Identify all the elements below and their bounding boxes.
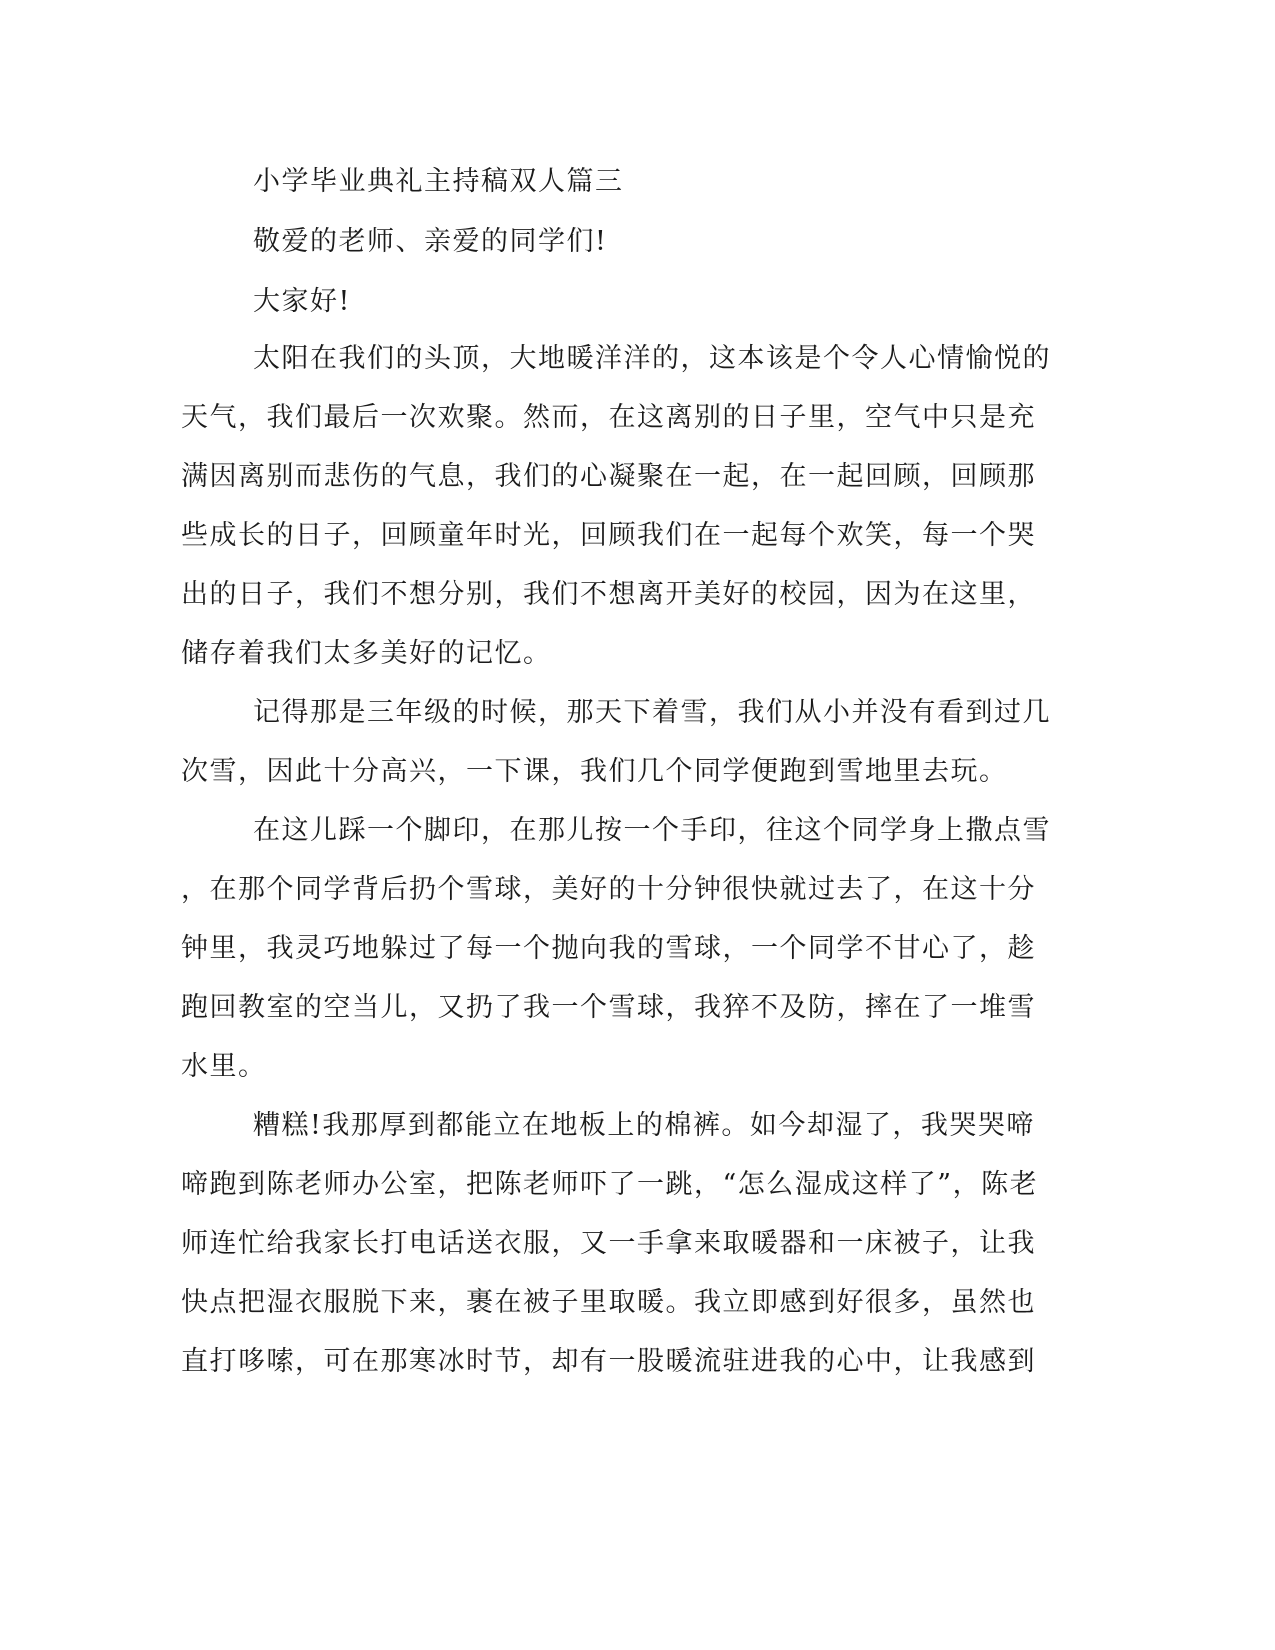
paragraph-4-line-1: 糟糕!我那厚到都能立在地板上的棉裤。如今却湿了，我哭哭啼 [253, 1110, 1035, 1141]
paragraph-1-line-4: 些成长的日子，回顾童年时光，回顾我们在一起每个欢笑，每一个哭 [181, 520, 1036, 551]
paragraph-4-line-5: 直打哆嗦，可在那寒冰时节，却有一股暖流驻进我的心中，让我感到 [181, 1346, 1036, 1377]
paragraph-3-line-5: 水里。 [181, 1051, 267, 1082]
paragraph-1-line-3: 满因离别而悲伤的气息，我们的心凝聚在一起，在一起回顾，回顾那 [181, 461, 1036, 492]
paragraph-1-line-6: 储存着我们太多美好的记忆。 [181, 638, 552, 669]
paragraph-4-line-2: 啼跑到陈老师办公室，把陈老师吓了一跳，“怎么湿成这样了”，陈老 [181, 1169, 1039, 1200]
paragraph-4-line-4: 快点把湿衣服脱下来，裹在被子里取暖。我立即感到好很多，虽然也 [181, 1287, 1036, 1318]
paragraph-2-line-2: 次雪，因此十分高兴，一下课，我们几个同学便跑到雪地里去玩。 [181, 756, 1008, 787]
paragraph-3-line-3: 钟里，我灵巧地躲过了每一个抛向我的雪球，一个同学不甘心了，趁 [181, 933, 1036, 964]
paragraph-1-line-5: 出的日子，我们不想分别，我们不想离开美好的校园，因为在这里， [181, 579, 1036, 610]
paragraph-3-line-2: ，在那个同学背后扔个雪球，美好的十分钟很快就过去了，在这十分 [181, 874, 1036, 905]
paragraph-3-line-4: 跑回教室的空当儿，又扔了我一个雪球，我猝不及防，摔在了一堆雪 [181, 992, 1036, 1023]
salutation: 敬爱的老师、亲爱的同学们! [253, 226, 608, 257]
paragraph-2-line-1: 记得那是三年级的时候，那天下着雪，我们从小并没有看到过几 [253, 697, 1051, 728]
paragraph-4-line-3: 师连忙给我家长打电话送衣服，又一手拿来取暖器和一床被子，让我 [181, 1228, 1036, 1259]
paragraph-3-line-1: 在这儿踩一个脚印，在那儿按一个手印，往这个同学身上撒点雪 [253, 815, 1051, 846]
document-title: 小学毕业典礼主持稿双人篇三 [253, 166, 624, 197]
paragraph-1-line-2: 天气，我们最后一次欢聚。然而，在这离别的日子里，空气中只是充 [181, 402, 1036, 433]
paragraph-1-line-1: 太阳在我们的头顶，大地暖洋洋的，这本该是个令人心情愉悦的 [253, 343, 1051, 374]
greeting: 大家好! [253, 286, 351, 317]
